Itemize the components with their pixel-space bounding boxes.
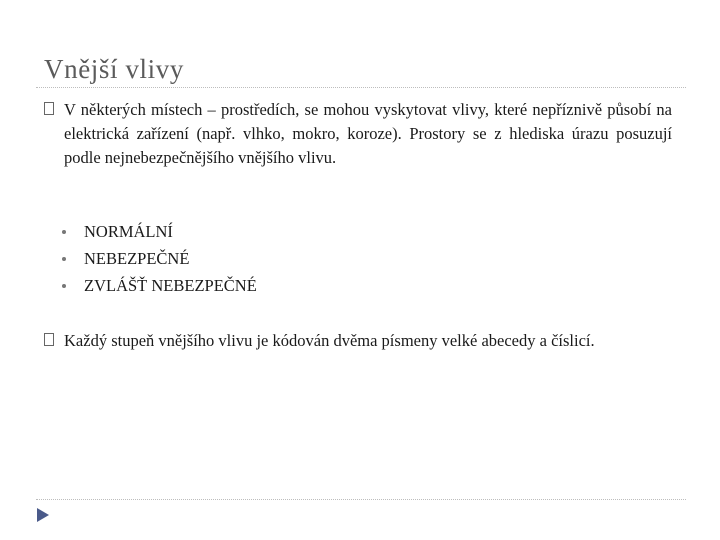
bullet-text-1: V některých místech – prostředích, se mohou vyskytovat vlivy, které nepříznivě působí na elektrická zařízení (např. vlhko, mokro, koroze). Prostory se z hlediska úrazu posuzují podle nejnebezpečnějšího vnějšího vlivu.: [64, 100, 672, 167]
bullet-text-2: Každý stupeň vnějšího vlivu je kódován dvěma písmeny velké abecedy a číslicí.: [64, 331, 595, 350]
bullet-item-1: [44, 98, 672, 170]
nav-arrow-icon[interactable]: [34, 506, 52, 524]
bullet-item-2: [44, 329, 672, 353]
square-bullet-icon: [44, 102, 54, 115]
slide-title: Vnější vlivy: [44, 54, 184, 84]
title-divider: [36, 87, 686, 88]
sub-item-label: NORMÁLNÍ: [84, 222, 173, 241]
dot-bullet-icon: [62, 257, 66, 261]
sub-item-label: NEBEZPEČNÉ: [84, 249, 190, 268]
dot-bullet-icon: [62, 230, 66, 234]
sub-list: [62, 218, 257, 299]
sub-item-1: [62, 218, 257, 245]
footer-divider: [36, 499, 686, 500]
sub-item-2: [62, 245, 257, 272]
square-bullet-icon: [44, 333, 54, 346]
sub-item-label: ZVLÁŠŤ NEBEZPEČNÉ: [84, 276, 257, 295]
sub-item-3: [62, 272, 257, 299]
dot-bullet-icon: [62, 284, 66, 288]
